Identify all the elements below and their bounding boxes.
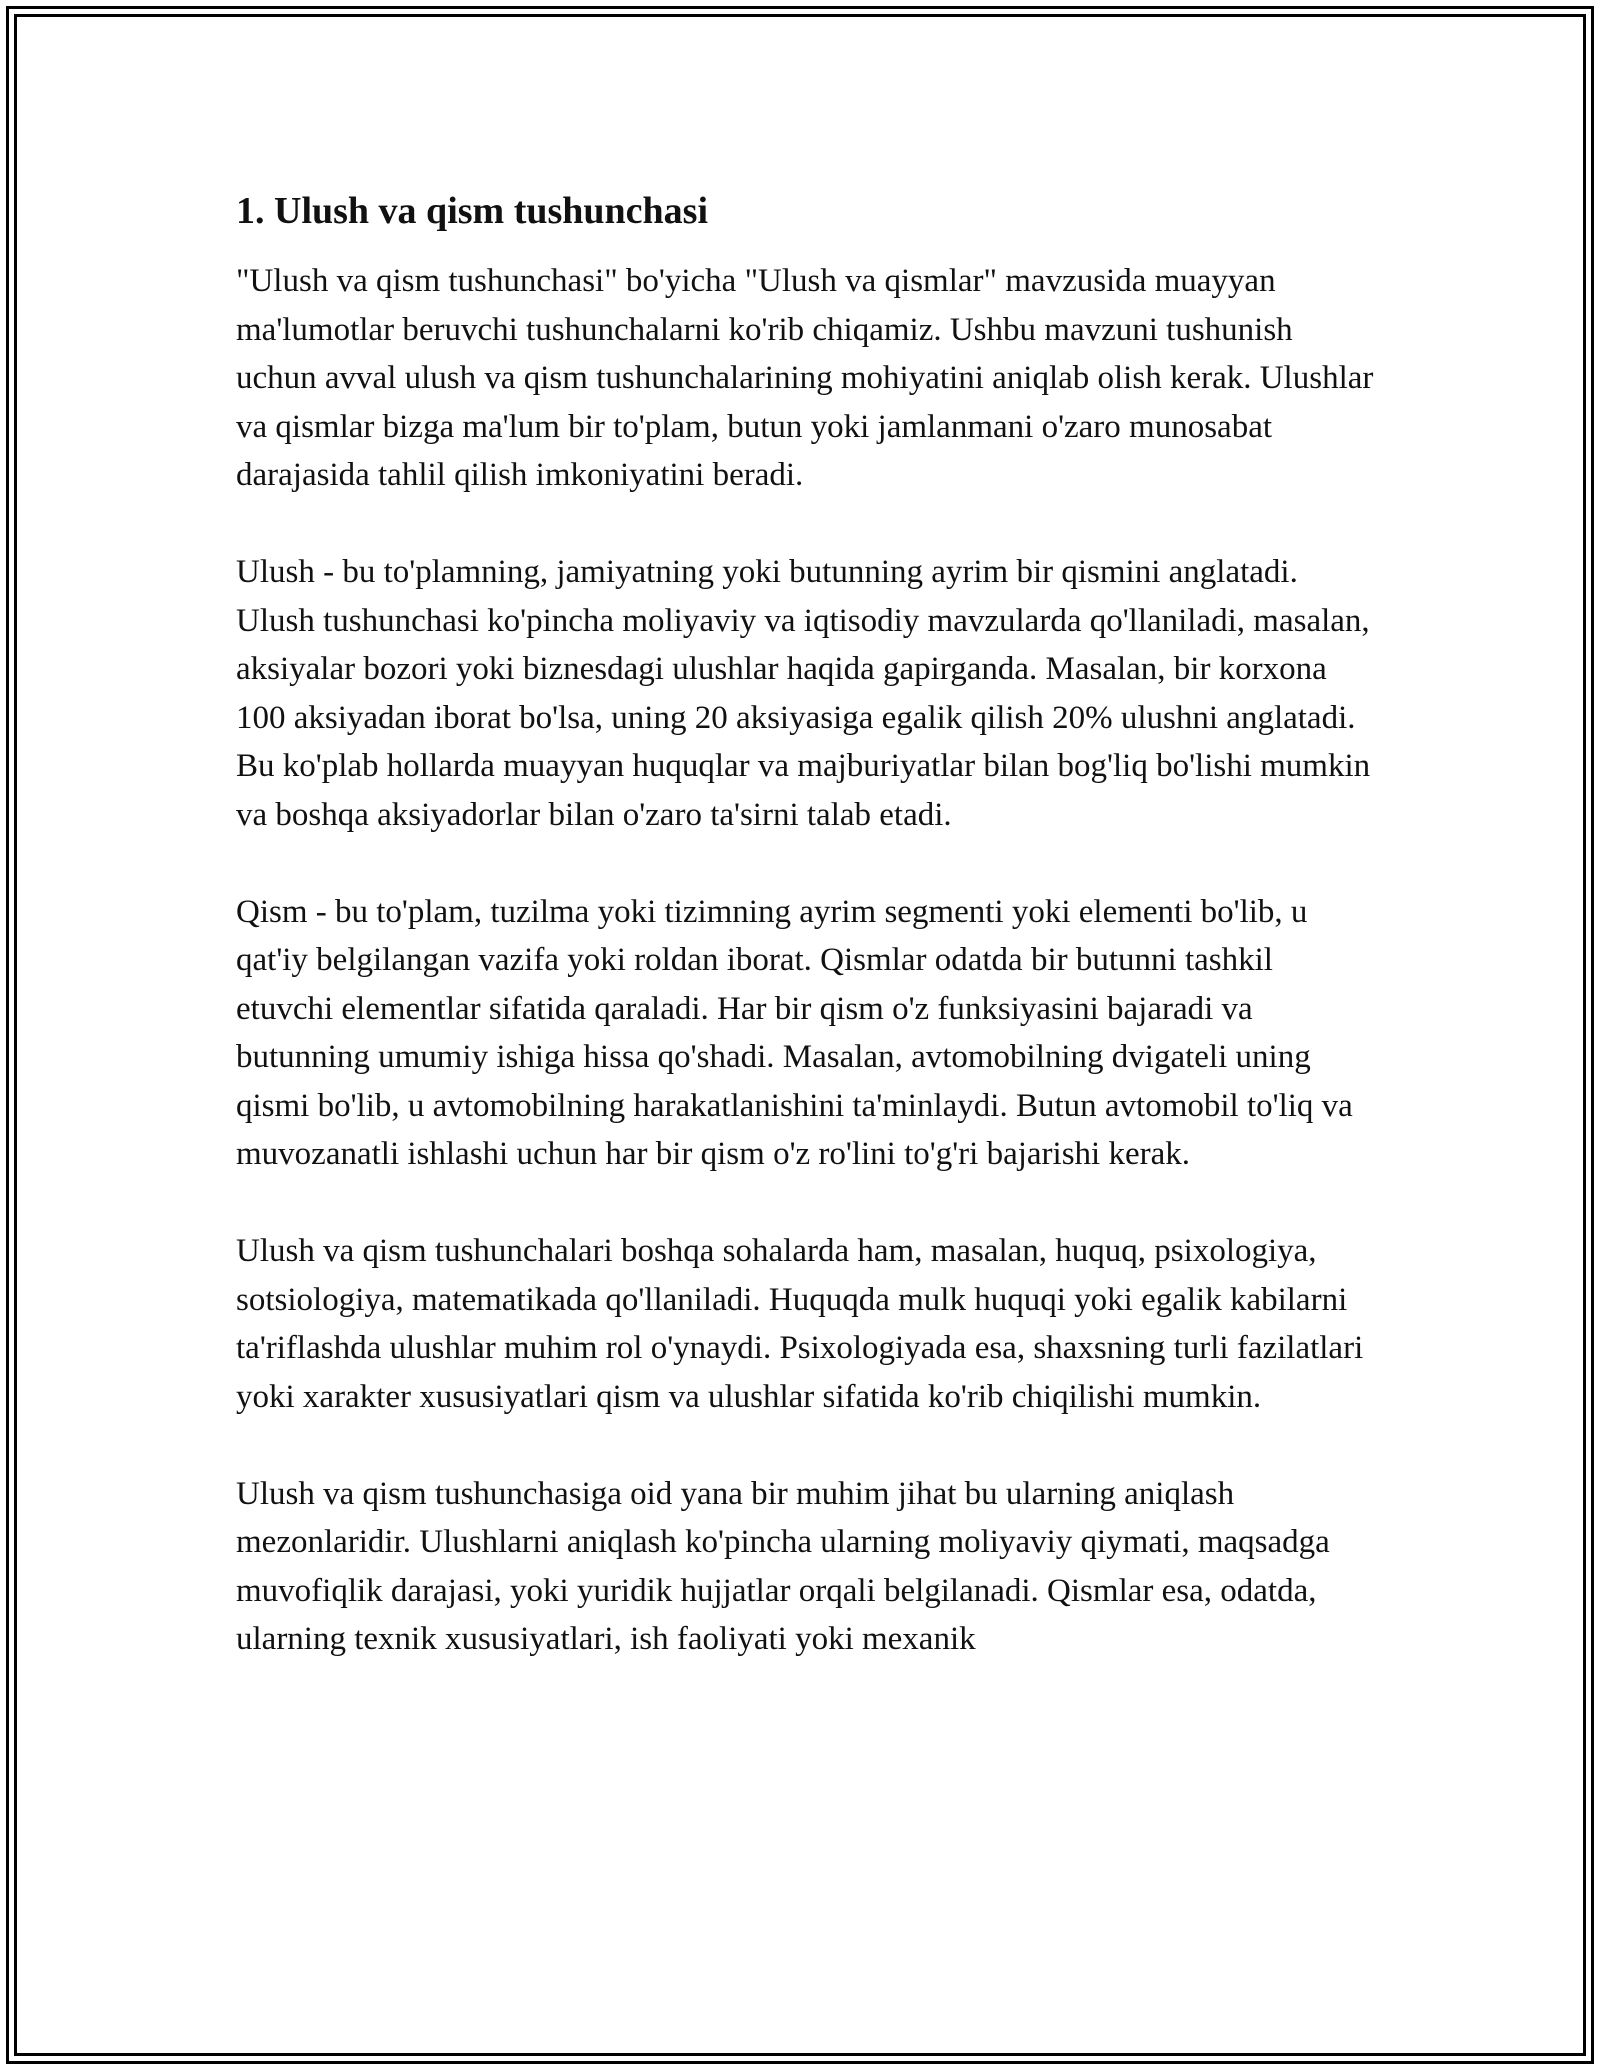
- paragraph-intro: "Ulush va qism tushunchasi" bo'yicha "Ulush va qismlar" mavzusida muayyan ma'lumotlar beruvchi tushunchalarni ko'rib chiqamiz. Ushbu mavzuni tushunish uchun avval ulush va qism tushunchalarining mohiyatini aniqlab olish kerak. Ulushlar va qismlar bizga ma'lum bir to'plam, butun yoki jamlanmani o'zaro munosabat darajasida tahlil qilish imkoniyatini beradi.: [236, 263, 1374, 493]
- section-heading: 1. Ulush va qism tushunchasi: [236, 190, 709, 232]
- document-body: [236, 185, 1376, 1664]
- paragraph-qism: Qism - bu to'plam, tuzilma yoki tizimning ayrim segmenti yoki elementi bo'lib, u qat'iy belgilangan vazifa yoki roldan iborat. Qismlar odatda bir butunni tashkil etuvchi elementlar sifatida qaraladi. Har bir qism o'z funksiyasini bajaradi va butunning umumiy ishiga hissa qo'shadi. Masalan, avtomobilning dvigateli uning qismi bo'lib, u avtomobilning harakatlanishini ta'minlaydi. Butun avtomobil to'liq va muvozanatli ishlashi uchun har bir qism o'z ro'lini to'g'ri bajarishi kerak.: [236, 893, 1353, 1172]
- paragraph-criteria: Ulush va qism tushunchasiga oid yana bir muhim jihat bu ularning aniqlash mezonlaridir. Ulushlarni aniqlash ko'pincha ularning moliyaviy qiymati, maqsadga muvofiqlik darajasi, yoki yuridik hujjatlar orqali belgilanadi. Qismlar esa, odatda, ularning texnik xususiyatlari, ish faoliyati yoki mexanik: [236, 1475, 1330, 1657]
- paragraph-other-fields: Ulush va qism tushunchalari boshqa sohalarda ham, masalan, huquq, psixologiya, sotsiologiya, matematikada qo'llaniladi. Huquqda mulk huquqi yoki egalik kabilarni ta'riflashda ulushlar muhim rol o'ynaydi. Psixologiyada esa, shaxsning turli fazilatlari yoki xarakter xususiyatlari qism va ulushlar sifatida ko'rib chiqilishi mumkin.: [236, 1233, 1364, 1415]
- paragraph-ulush: Ulush - bu to'plamning, jamiyatning yoki butunning ayrim bir qismini anglatadi. Ulush tushunchasi ko'pincha moliyaviy va iqtisodiy mavzularda qo'llaniladi, masalan, aksiyalar bozori yoki biznesdagi ulushlar haqida gapirganda. Masalan, bir korxona 100 aksiyadan iborat bo'lsa, uning 20 aksiyasiga egalik qilish 20% ulushni anglatadi. Bu ko'plab hollarda muayyan huquqlar va majburiyatlar bilan bog'liq bo'lishi mumkin va boshqa aksiyadorlar bilan o'zaro ta'sirni talab etadi.: [236, 554, 1371, 833]
